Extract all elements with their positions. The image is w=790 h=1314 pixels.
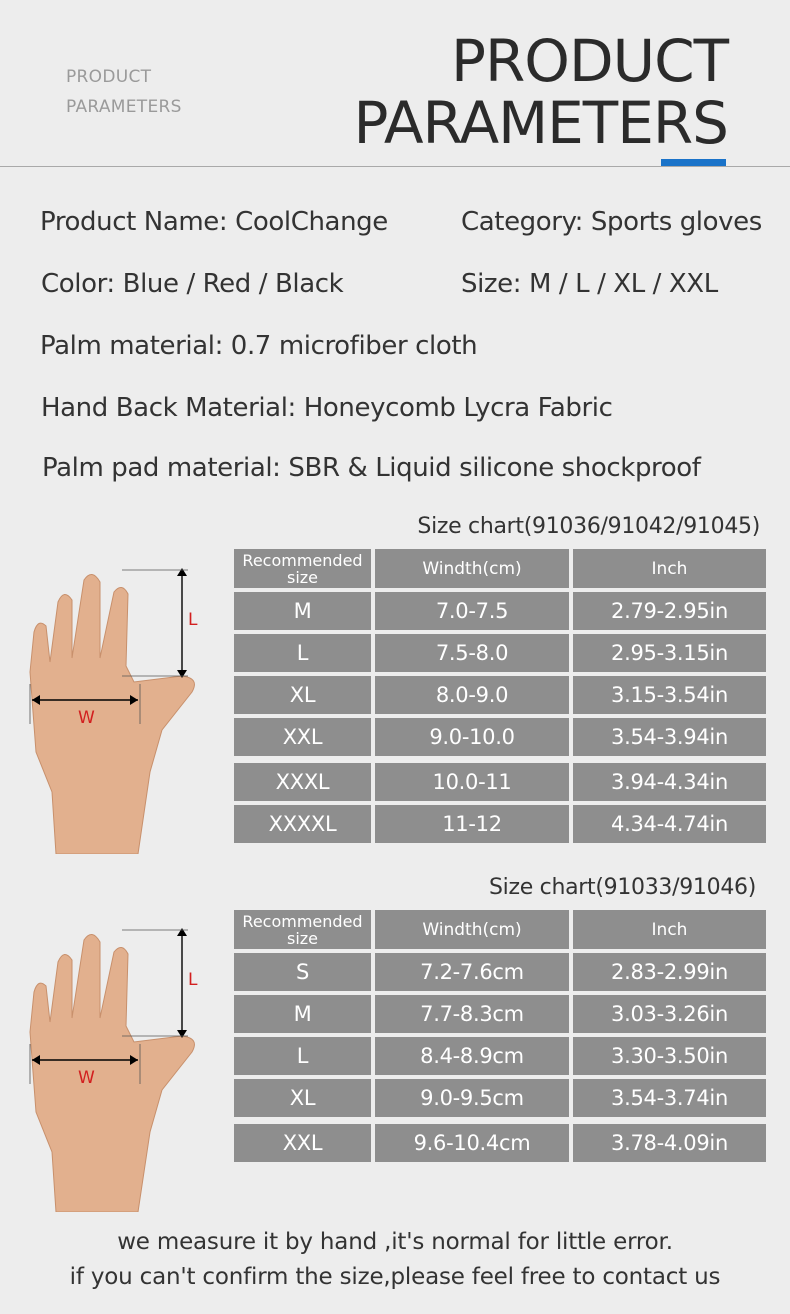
header-rec-line1: Recommended xyxy=(242,550,363,570)
page-title xyxy=(353,27,728,157)
cell-width: 8.4-8.9cm xyxy=(375,1037,569,1075)
cell-width: 9.6-10.4cm xyxy=(375,1124,569,1162)
page-title-line1: PRODUCT xyxy=(451,27,728,95)
length-label: L xyxy=(188,970,198,990)
table-header-recommended-size xyxy=(234,910,371,949)
cell-inch: 3.94-4.34in xyxy=(573,763,766,801)
small-section-title xyxy=(66,62,182,122)
cell-size: XXXL xyxy=(234,763,371,801)
cell-size: XL xyxy=(234,1079,371,1117)
table-header-inch: Inch xyxy=(573,910,766,949)
cell-inch: 2.83-2.99in xyxy=(573,953,766,991)
cell-size: XXL xyxy=(234,718,371,756)
cell-width: 9.0-9.5cm xyxy=(375,1079,569,1117)
cell-inch: 3.15-3.54in xyxy=(573,676,766,714)
cell-inch: 3.54-3.74in xyxy=(573,1079,766,1117)
cell-size: M xyxy=(234,995,371,1033)
size-chart-caption-1: Size chart(91036/91042/91045) xyxy=(417,514,760,539)
cell-size: S xyxy=(234,953,371,991)
size-chart-caption-2: Size chart(91033/91046) xyxy=(489,875,756,900)
spec-palm-pad-material: Palm pad material: SBR & Liquid silicone shockproof xyxy=(42,453,701,483)
spec-palm-material: Palm material: 0.7 microfiber cloth xyxy=(40,331,478,361)
spec-product-name: Product Name: CoolChange xyxy=(40,207,388,237)
header-rec-line2: size xyxy=(286,567,319,587)
footer-note-line1: we measure it by hand ,it's normal for little error. xyxy=(117,1229,673,1255)
cell-size: XL xyxy=(234,676,371,714)
header-rec-line2: size xyxy=(286,928,319,948)
small-title-line2: PARAMETERS xyxy=(66,97,182,117)
table-header-recommended-size xyxy=(234,549,371,588)
hand-measure-illustration-2 xyxy=(22,922,212,1212)
header-divider xyxy=(0,166,790,167)
cell-size: XXL xyxy=(234,1124,371,1162)
cell-inch: 3.30-3.50in xyxy=(573,1037,766,1075)
spec-size: Size: M / L / XL / XXL xyxy=(461,269,718,299)
cell-size: L xyxy=(234,1037,371,1075)
hand-icon xyxy=(30,934,194,1212)
table-header-inch: Inch xyxy=(573,549,766,588)
cell-inch: 3.54-3.94in xyxy=(573,718,766,756)
cell-inch: 2.79-2.95in xyxy=(573,592,766,630)
spec-color: Color: Blue / Red / Black xyxy=(41,269,344,299)
cell-width: 10.0-11 xyxy=(375,763,569,801)
spec-category: Category: Sports gloves xyxy=(461,207,762,237)
cell-inch: 3.78-4.09in xyxy=(573,1124,766,1162)
cell-inch: 2.95-3.15in xyxy=(573,634,766,672)
small-title-line1: PRODUCT xyxy=(66,67,152,87)
hand-measure-illustration-1 xyxy=(22,562,212,854)
page-title-line2: PARAMETERS xyxy=(353,89,728,157)
footer-note-line2: if you can't confirm the size,please feel free to contact us xyxy=(69,1264,721,1290)
width-label: W xyxy=(78,708,95,728)
cell-width: 11-12 xyxy=(375,805,569,843)
cell-width: 7.2-7.6cm xyxy=(375,953,569,991)
cell-inch: 3.03-3.26in xyxy=(573,995,766,1033)
cell-size: XXXXL xyxy=(234,805,371,843)
width-label: W xyxy=(78,1068,95,1088)
cell-width: 8.0-9.0 xyxy=(375,676,569,714)
header-rec-line1: Recommended xyxy=(242,911,363,931)
cell-width: 9.0-10.0 xyxy=(375,718,569,756)
cell-size: M xyxy=(234,592,371,630)
cell-inch: 4.34-4.74in xyxy=(573,805,766,843)
hand-icon xyxy=(30,574,194,854)
table-header-width: Windth(cm) xyxy=(375,910,569,949)
cell-width: 7.5-8.0 xyxy=(375,634,569,672)
cell-size: L xyxy=(234,634,371,672)
title-accent-bar xyxy=(661,159,726,166)
table-header-width: Windth(cm) xyxy=(375,549,569,588)
cell-width: 7.0-7.5 xyxy=(375,592,569,630)
length-label: L xyxy=(188,610,198,630)
spec-hand-back-material: Hand Back Material: Honeycomb Lycra Fabric xyxy=(41,393,613,423)
cell-width: 7.7-8.3cm xyxy=(375,995,569,1033)
